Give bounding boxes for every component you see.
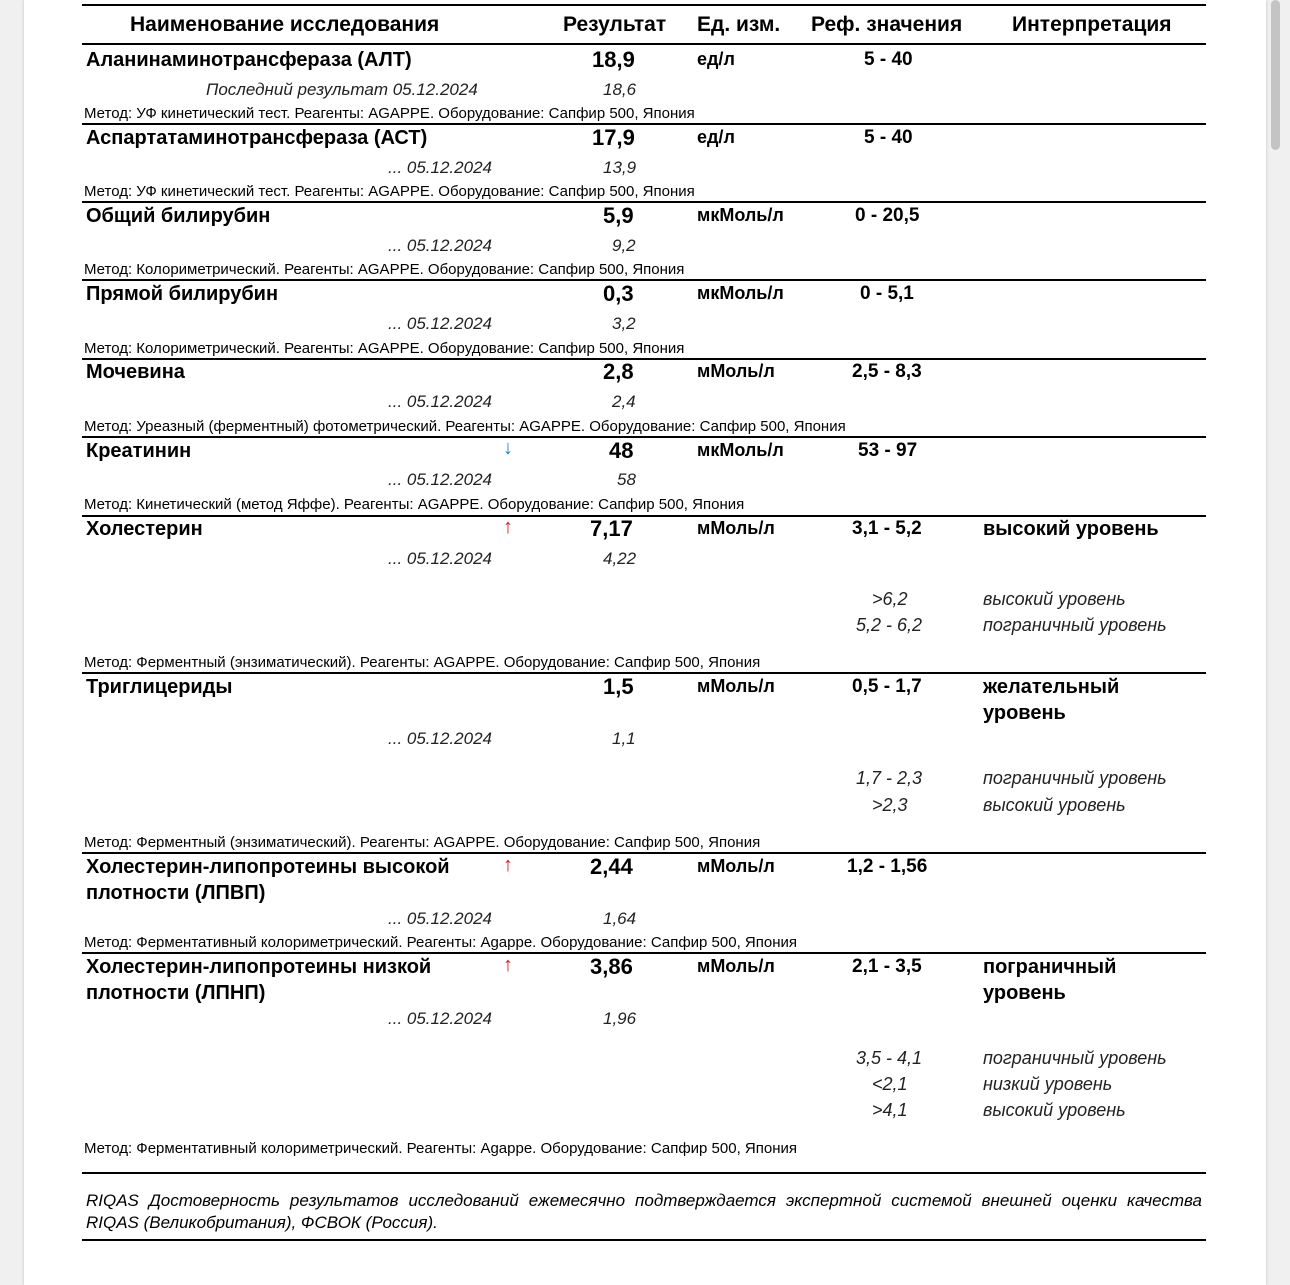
- sub-range: <2,1: [872, 1074, 908, 1094]
- header-name: Наименование исследования: [130, 13, 440, 36]
- test-name: Триглицериды: [86, 676, 233, 698]
- test-result: 48: [609, 438, 634, 463]
- method-note: Метод: Кинетический (метод Яффе). Реагенты: AGAPPE. Оборудование: Сапфир 500, Япония: [84, 496, 745, 513]
- low-flag-arrow-icon: ↓: [503, 437, 513, 459]
- method-note: Метод: Ферментный (энзиматический). Реагенты: AGAPPE. Оборудование: Сапфир 500, Япония: [84, 834, 761, 851]
- header-unit: Ед. изм.: [697, 13, 781, 36]
- test-ref-range: 3,1 - 5,2: [852, 518, 922, 539]
- test-result: 18,9: [592, 47, 635, 72]
- test-result: 2,8: [603, 359, 634, 384]
- test-ref-range: 0 - 5,1: [860, 283, 914, 304]
- test-result: 17,9: [592, 125, 635, 150]
- method-note: Метод: Колориметрический. Реагенты: AGAPPE. Оборудование: Сапфир 500, Япония: [84, 340, 685, 357]
- test-result: 2,44: [590, 854, 633, 879]
- test-name: Креатинин: [86, 440, 192, 462]
- header-bottom-border: [82, 43, 1206, 45]
- sub-range-label: низкий уровень: [983, 1074, 1113, 1094]
- previous-result-label: ... 05.12.2024: [388, 729, 492, 748]
- previous-result-value: 1,1: [612, 729, 636, 748]
- previous-result-label: ... 05.12.2024: [388, 549, 492, 568]
- previous-result-value: 58: [617, 470, 636, 489]
- previous-result-value: 2,4: [612, 392, 636, 411]
- test-name: Холестерин-липопротеины высокой плотности (ЛПВП): [86, 856, 450, 904]
- previous-result-label: ... 05.12.2024: [388, 158, 492, 177]
- sub-range: 1,7 - 2,3: [856, 768, 923, 788]
- footnote-top-border: [82, 1172, 1206, 1174]
- row-divider: [82, 436, 1206, 438]
- previous-result-label: ... 05.12.2024: [388, 314, 492, 333]
- sub-range: >6,2: [872, 589, 908, 609]
- method-note: Метод: Ферментный (энзиматический). Реагенты: AGAPPE. Оборудование: Сапфир 500, Япония: [84, 654, 761, 671]
- test-interpretation: желательный уровень: [983, 676, 1120, 724]
- previous-result-label: Последний результат 05.12.2024: [206, 80, 478, 99]
- test-ref-range: 1,2 - 1,56: [847, 856, 928, 877]
- test-result: 3,86: [590, 954, 633, 979]
- test-interpretation: высокий уровень: [983, 518, 1159, 540]
- sub-range: >4,1: [872, 1100, 908, 1120]
- test-unit: ед/л: [697, 49, 735, 69]
- test-result: 0,3: [603, 281, 634, 306]
- previous-result-value: 4,22: [603, 549, 637, 568]
- table-top-border: [82, 4, 1206, 6]
- previous-result-label: ... 05.12.2024: [388, 470, 492, 489]
- high-flag-arrow-icon: ↑: [503, 954, 513, 976]
- header-ref: Реф. значения: [811, 13, 963, 36]
- method-note: Метод: Колориметрический. Реагенты: AGAPPE. Оборудование: Сапфир 500, Япония: [84, 261, 685, 278]
- method-note: Метод: Ферментативный колориметрический. Реагенты: Agappe. Оборудование: Сапфир 500, Япония: [84, 934, 797, 951]
- test-ref-range: 0,5 - 1,7: [852, 676, 922, 697]
- header-result: Результат: [563, 13, 667, 36]
- previous-result-label: ... 05.12.2024: [388, 236, 492, 255]
- test-ref-range: 5 - 40: [864, 49, 913, 70]
- test-name: Аспартатаминотрансфераза (АСТ): [86, 127, 428, 149]
- test-result: 5,9: [603, 203, 634, 228]
- previous-result-value: 9,2: [612, 236, 636, 255]
- footnote-bottom-border: [82, 1239, 1206, 1241]
- test-name: Холестерин: [86, 518, 203, 540]
- row-divider: [82, 358, 1206, 360]
- sub-range-label: высокий уровень: [983, 1100, 1126, 1120]
- test-result: 1,5: [603, 674, 634, 699]
- test-ref-range: 2,5 - 8,3: [852, 361, 922, 382]
- test-unit: мМоль/л: [697, 676, 775, 696]
- test-unit: мкМоль/л: [697, 283, 784, 303]
- method-note: Метод: УФ кинетический тест. Реагенты: AGAPPE. Оборудование: Сапфир 500, Япония: [84, 183, 695, 200]
- previous-result-label: ... 05.12.2024: [388, 909, 492, 928]
- test-unit: ед/л: [697, 127, 735, 147]
- test-name: Мочевина: [86, 361, 185, 383]
- sub-range: 5,2 - 6,2: [856, 615, 923, 635]
- test-unit: мМоль/л: [697, 361, 775, 381]
- test-unit: мМоль/л: [697, 856, 775, 876]
- previous-result-label: ... 05.12.2024: [388, 1009, 492, 1028]
- test-ref-range: 2,1 - 3,5: [852, 956, 922, 977]
- high-flag-arrow-icon: ↑: [503, 516, 513, 538]
- test-name: Холестерин-липопротеины низкой плотности (ЛПНП): [86, 956, 432, 1004]
- sub-range-label: высокий уровень: [983, 795, 1126, 815]
- test-ref-range: 5 - 40: [864, 127, 913, 148]
- sub-range: >2,3: [872, 795, 908, 815]
- method-note: Метод: УФ кинетический тест. Реагенты: AGAPPE. Оборудование: Сапфир 500, Япония: [84, 105, 695, 122]
- previous-result-value: 18,6: [603, 80, 637, 99]
- previous-result-value: 3,2: [612, 314, 636, 333]
- sub-range-label: пограничный уровень: [983, 1048, 1167, 1068]
- test-unit: мкМоль/л: [697, 440, 784, 460]
- test-name: Общий билирубин: [86, 205, 271, 227]
- test-name: Аланинаминотрансфераза (АЛТ): [86, 49, 412, 71]
- test-result: 7,17: [590, 516, 633, 541]
- sub-range-label: пограничный уровень: [983, 768, 1167, 788]
- test-unit: мМоль/л: [697, 518, 775, 538]
- previous-result-value: 1,64: [603, 909, 637, 928]
- high-flag-arrow-icon: ↑: [503, 854, 513, 876]
- test-ref-range: 0 - 20,5: [855, 205, 920, 226]
- test-name: Прямой билирубин: [86, 283, 279, 305]
- method-note: Метод: Уреазный (ферментный) фотометрический. Реагенты: AGAPPE. Оборудование: Сапфир 500, Япония: [84, 418, 846, 435]
- sub-range-label: высокий уровень: [983, 589, 1126, 609]
- header-interpretation: Интерпретация: [1012, 13, 1172, 36]
- previous-result-value: 13,9: [603, 158, 637, 177]
- method-note: Метод: Ферментативный колориметрический. Реагенты: Agappe. Оборудование: Сапфир 500, Япония: [84, 1140, 797, 1157]
- previous-result-label: ... 05.12.2024: [388, 392, 492, 411]
- sub-range-label: пограничный уровень: [983, 615, 1167, 635]
- scrollbar-track[interactable]: [1270, 0, 1290, 1285]
- footnote-text: RIQAS Достоверность результатов исследований ежемесячно подтверждается экспертной системой внешней оценки качества RIQAS (Великобритания), ФСВОК (Россия).: [86, 1191, 1202, 1232]
- sub-range: 3,5 - 4,1: [856, 1048, 923, 1068]
- previous-result-value: 1,96: [603, 1009, 637, 1028]
- test-unit: мкМоль/л: [697, 205, 784, 225]
- test-ref-range: 53 - 97: [858, 440, 918, 461]
- test-interpretation: пограничный уровень: [983, 956, 1117, 1004]
- test-unit: мМоль/л: [697, 956, 775, 976]
- scrollbar-thumb[interactable]: [1271, 0, 1280, 150]
